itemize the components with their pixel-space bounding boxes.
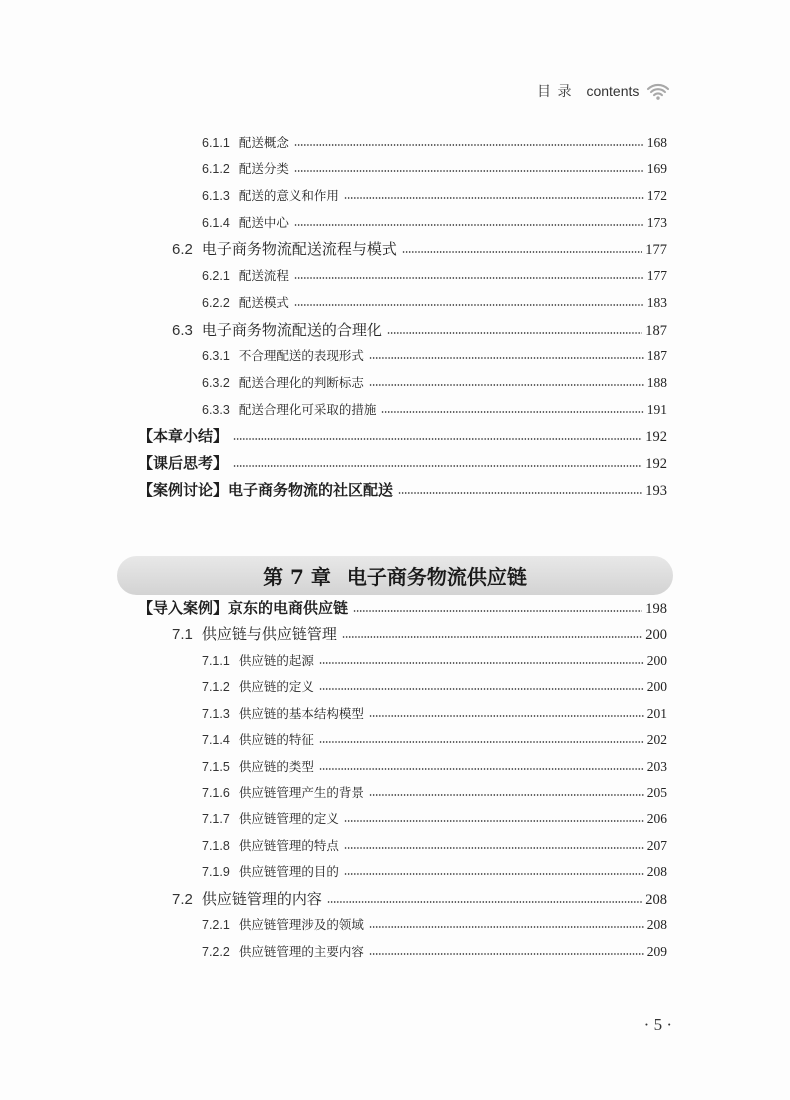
toc-entry: [0, 806, 667, 832]
entry-page: 193: [645, 482, 667, 499]
entry-page: 187: [646, 348, 667, 364]
entry-number: 6.2: [172, 241, 193, 259]
running-header: [537, 81, 670, 101]
entry-title: 供应链的起源: [238, 652, 314, 668]
entry-number: 6.1.3: [202, 189, 230, 204]
entry-page: 192: [645, 429, 667, 446]
entry-number: 7.1: [172, 626, 193, 644]
toc-section-entry: [0, 621, 667, 647]
toc-entry: [0, 780, 667, 806]
toc-section-entry: [0, 236, 667, 263]
dot-leader: [344, 847, 644, 849]
wifi-icon: [646, 83, 670, 100]
dot-leader: [294, 304, 644, 306]
dot-leader: [327, 901, 642, 903]
entry-number: 6.2.2: [202, 295, 230, 310]
toc-summary-entry: [0, 423, 667, 450]
entry-number: 7.2: [172, 890, 193, 908]
toc-entry: [0, 701, 667, 727]
toc-entry: [0, 397, 667, 424]
dot-leader: [233, 465, 642, 467]
entry-number: 6.1.4: [202, 215, 230, 230]
header-subtitle: contents: [586, 83, 640, 99]
dot-leader: [402, 251, 642, 253]
entry-page: 208: [645, 891, 667, 908]
header-title: 目 录: [537, 84, 573, 100]
entry-title: 电子商务物流配送流程与模式: [201, 240, 397, 259]
entry-number: 7.2.2: [202, 944, 230, 959]
toc-entry: [0, 130, 667, 157]
entry-number: 6.3.3: [202, 402, 230, 417]
entry-title: 供应链管理的内容: [201, 889, 322, 908]
dot-leader: [344, 197, 644, 199]
entry-title: 配送中心: [238, 214, 289, 230]
entry-title: 供应链管理的主要内容: [238, 943, 364, 959]
dot-leader: [369, 384, 644, 386]
entry-page: 187: [645, 322, 667, 339]
entry-page: 188: [646, 374, 667, 390]
toc-entry: [0, 939, 667, 965]
toc-entry: [0, 156, 667, 183]
chapter-number: 第 7 章: [263, 565, 331, 589]
dot-leader: [319, 688, 644, 690]
dot-leader: [369, 715, 644, 717]
entry-number: 6.2.1: [202, 269, 230, 284]
dot-leader: [387, 332, 642, 334]
entry-page: 205: [646, 784, 667, 800]
entry-title: 供应链的特征: [238, 732, 314, 748]
toc-entry: [0, 727, 667, 753]
entry-title: 不合理配送的表现形式: [238, 348, 364, 364]
entry-number: 6.3: [172, 321, 193, 339]
toc-entry: [0, 210, 667, 237]
entry-title: 供应链管理的定义: [238, 811, 339, 827]
entry-title: 京东的电商供应链: [228, 598, 349, 617]
dot-leader: [342, 636, 642, 638]
toc-section-entry: [0, 886, 667, 912]
chapter-heading-banner: [117, 556, 673, 595]
toc-entry: [0, 912, 667, 938]
entry-page: 202: [646, 732, 667, 748]
entry-number: 7.1.7: [202, 812, 230, 827]
entry-title: 配送流程: [238, 268, 289, 284]
dot-leader: [294, 144, 644, 146]
dot-leader: [344, 873, 644, 875]
entry-page: 200: [646, 679, 667, 695]
entry-page: 209: [646, 943, 667, 959]
dot-leader: [319, 662, 644, 664]
entry-page: 200: [645, 627, 667, 644]
toc-intro-case-entry: [0, 595, 667, 621]
toc-entry: [0, 370, 667, 397]
toc-entry: [0, 674, 667, 700]
entry-tag: 【案例讨论】: [138, 480, 229, 499]
entry-number: 7.1.1: [202, 653, 230, 668]
entry-page: 200: [646, 652, 667, 668]
entry-title: 电子商务物流的社区配送: [228, 480, 394, 499]
entry-number: 7.1.3: [202, 706, 230, 721]
toc-entry: [0, 263, 667, 290]
entry-title: 配送合理化可采取的措施: [238, 401, 377, 417]
toc-entry: [0, 183, 667, 210]
entry-tag: 【本章小结】: [138, 427, 229, 446]
toc-entry: [0, 648, 667, 674]
entry-page: 192: [645, 455, 667, 472]
dot-leader: [294, 224, 644, 226]
dot-leader: [369, 953, 644, 955]
page-number: · 5 ·: [643, 1015, 672, 1034]
entry-title: 供应链的基本结构模型: [238, 705, 364, 721]
dot-leader: [353, 610, 642, 612]
entry-title: 配送合理化的判断标志: [238, 374, 364, 390]
entry-title: 供应链的定义: [238, 679, 314, 695]
entry-page: 177: [646, 268, 667, 284]
entry-title: 供应链管理的目的: [238, 864, 339, 880]
entry-number: 6.1.2: [202, 162, 230, 177]
dot-leader: [398, 492, 642, 494]
entry-page: 172: [646, 188, 667, 204]
entry-number: 7.1.8: [202, 838, 230, 853]
entry-title: 供应链管理涉及的领域: [238, 917, 364, 933]
entry-number: 7.2.1: [202, 918, 230, 933]
toc-entry: [0, 343, 667, 370]
toc-section-entry: [0, 317, 667, 344]
entry-title: 电子商务物流配送的合理化: [201, 320, 382, 339]
entry-tag: 【课后思考】: [138, 453, 229, 472]
toc-entry: [0, 859, 667, 885]
entry-page: 169: [646, 161, 667, 177]
entry-page: 206: [646, 811, 667, 827]
entry-number: 7.1.4: [202, 733, 230, 748]
dot-leader: [369, 357, 644, 359]
entry-number: 7.1.6: [202, 785, 230, 800]
dot-leader: [369, 926, 644, 928]
entry-number: 6.1.1: [202, 135, 230, 150]
entry-title: 配送模式: [238, 294, 289, 310]
entry-number: 6.3.1: [202, 349, 230, 364]
toc-chapter-6: [0, 130, 667, 504]
dot-leader: [294, 170, 644, 172]
entry-number: 7.1.9: [202, 865, 230, 880]
entry-page: 208: [646, 864, 667, 880]
dot-leader: [319, 741, 644, 743]
toc-chapter-7: [0, 595, 667, 965]
dot-leader: [381, 411, 643, 413]
chapter-title: 电子商务物流供应链: [346, 565, 527, 589]
entry-page: 208: [646, 917, 667, 933]
entry-page: 183: [646, 294, 667, 310]
dot-leader: [344, 820, 644, 822]
entry-number: 6.3.2: [202, 375, 230, 390]
dot-leader: [233, 438, 642, 440]
dot-leader: [369, 794, 644, 796]
entry-page: 168: [646, 134, 667, 150]
toc-entry: [0, 833, 667, 859]
entry-title: 配送的意义和作用: [238, 188, 339, 204]
entry-number: 7.1.5: [202, 759, 230, 774]
entry-title: 供应链管理的特点: [238, 837, 339, 853]
entry-page: 203: [646, 758, 667, 774]
toc-entry: [0, 754, 667, 780]
entry-title: 供应链的类型: [238, 758, 314, 774]
entry-page: 177: [645, 242, 667, 259]
entry-page: 201: [646, 705, 667, 721]
entry-number: 7.1.2: [202, 680, 230, 695]
entry-page: 198: [645, 600, 667, 617]
entry-title: 配送概念: [238, 134, 289, 150]
entry-page: 207: [646, 837, 667, 853]
toc-review-entry: [0, 450, 667, 477]
entry-tag: 【导入案例】: [138, 598, 229, 617]
entry-page: 173: [646, 214, 667, 230]
toc-entry: [0, 290, 667, 317]
dot-leader: [319, 768, 644, 770]
toc-case-entry: [0, 477, 667, 504]
dot-leader: [294, 277, 644, 279]
entry-title: 配送分类: [238, 161, 289, 177]
entry-title: 供应链与供应链管理: [201, 625, 337, 644]
entry-title: 供应链管理产生的背景: [238, 784, 364, 800]
entry-page: 191: [646, 401, 667, 417]
